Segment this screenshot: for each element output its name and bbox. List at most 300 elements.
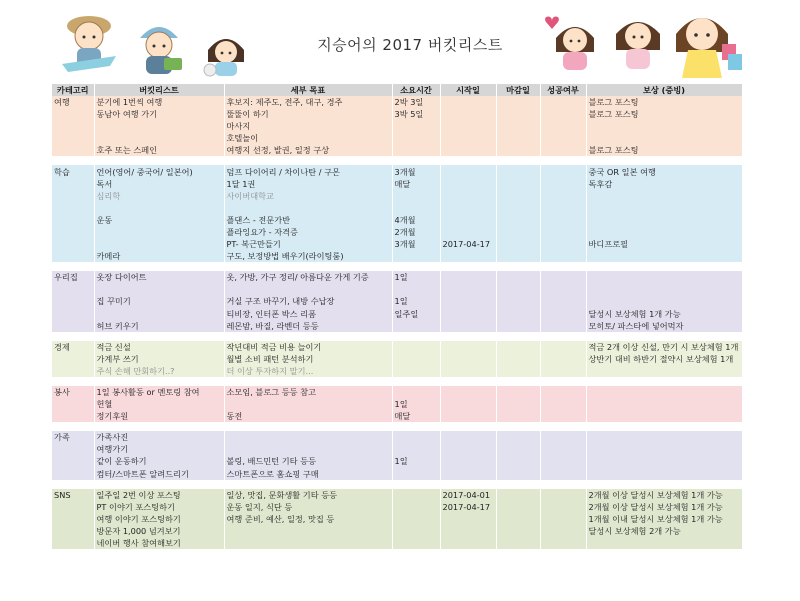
table-cell: 2017-04-17	[440, 501, 496, 513]
column-header: 버킷리스트	[94, 84, 224, 96]
table-cell	[496, 271, 540, 283]
category-cell	[52, 202, 94, 214]
table-cell: 언어(영어/ 중국어/ 일본어)	[94, 165, 224, 177]
table-cell	[540, 250, 586, 262]
table-cell: 2개월 이상 달성시 보상체험 1개 가능	[586, 489, 742, 501]
table-row	[52, 295, 742, 307]
table-cell	[496, 410, 540, 422]
table-cell	[496, 132, 540, 144]
column-header: 성공여부	[540, 84, 586, 96]
table-cell	[224, 202, 392, 214]
table-row	[52, 96, 742, 108]
table-cell	[440, 365, 496, 377]
table-cell: 호텔놀이	[224, 132, 392, 144]
section-spacer	[52, 262, 742, 271]
table-cell	[224, 525, 392, 537]
table-cell: 정기후원	[94, 410, 224, 422]
table-cell: 1일	[392, 398, 440, 410]
table-cell	[392, 365, 440, 377]
category-cell	[52, 443, 94, 455]
table-cell: 레몬밤, 바질, 라벤더 등등	[224, 320, 392, 332]
table-cell	[586, 120, 742, 132]
table-cell	[586, 226, 742, 238]
table-row	[52, 353, 742, 365]
category-cell: 봉사	[52, 386, 94, 398]
section-spacer	[52, 422, 742, 431]
table-cell	[586, 455, 742, 467]
table-cell: 호주 또는 스페인	[94, 144, 224, 156]
table-cell	[496, 365, 540, 377]
table-cell: 모히토/ 파스타에 넣어먹자	[586, 320, 742, 332]
table-cell	[586, 250, 742, 262]
table-cell	[540, 525, 586, 537]
table-row	[52, 341, 742, 353]
table-row	[52, 489, 742, 501]
table-cell	[496, 250, 540, 262]
table-cell	[392, 489, 440, 501]
category-cell: 가족	[52, 431, 94, 443]
table-cell: 2박 3일	[392, 96, 440, 108]
table-cell: 2017-04-01	[440, 489, 496, 501]
table-cell: 방문자 1,000 넘겨보기	[94, 525, 224, 537]
table-cell	[540, 178, 586, 190]
table-cell: 여행 준비, 예산, 일정, 맛집 등	[224, 513, 392, 525]
table-cell	[540, 320, 586, 332]
category-cell: SNS	[52, 489, 94, 501]
table-cell	[586, 365, 742, 377]
table-cell: 거실 구조 바꾸기, 내방 수납장	[224, 295, 392, 307]
table-cell	[440, 120, 496, 132]
table-cell	[540, 353, 586, 365]
table-cell: 분기에 1번씩 여행	[94, 96, 224, 108]
table-cell	[496, 226, 540, 238]
table-row	[52, 513, 742, 525]
table-cell: 덤프 다이어리 / 차이나탄 / 구몬	[224, 165, 392, 177]
table-cell	[496, 489, 540, 501]
table-cell	[540, 271, 586, 283]
table-cell	[540, 214, 586, 226]
table-cell	[440, 226, 496, 238]
table-cell	[540, 386, 586, 398]
category-cell	[52, 501, 94, 513]
section-spacer	[52, 377, 742, 386]
category-cell: 경제	[52, 341, 94, 353]
table-cell	[540, 341, 586, 353]
table-cell	[94, 283, 224, 295]
table-cell	[392, 525, 440, 537]
table-cell	[496, 108, 540, 120]
table-cell	[392, 431, 440, 443]
table-cell	[540, 410, 586, 422]
bucket-list-table	[52, 84, 743, 549]
table-cell	[224, 443, 392, 455]
table-row	[52, 525, 742, 537]
table-cell	[496, 443, 540, 455]
table-cell	[440, 353, 496, 365]
header	[0, 0, 800, 84]
table-row	[52, 120, 742, 132]
table-cell	[496, 320, 540, 332]
category-cell	[52, 120, 94, 132]
category-cell	[52, 226, 94, 238]
table-row	[52, 271, 742, 283]
table-cell	[496, 144, 540, 156]
table-cell: 뚤뚤이 하기	[224, 108, 392, 120]
table-row	[52, 365, 742, 377]
table-cell	[496, 537, 540, 549]
table-row	[52, 214, 742, 226]
table-cell	[586, 386, 742, 398]
table-row	[52, 132, 742, 144]
table-cell	[440, 250, 496, 262]
column-header: 시작일	[440, 84, 496, 96]
table-cell	[392, 468, 440, 480]
table-cell	[496, 295, 540, 307]
table-cell: 소모임, 블로그 등등 참고	[224, 386, 392, 398]
table-cell	[540, 398, 586, 410]
table-cell	[586, 431, 742, 443]
table-cell: 가계부 쓰기	[94, 353, 224, 365]
table-cell	[540, 443, 586, 455]
table-cell	[540, 365, 586, 377]
category-cell: 여행	[52, 96, 94, 108]
table-cell: 일주일 2번 이상 포스팅	[94, 489, 224, 501]
table-cell: 동전	[224, 410, 392, 422]
table-cell: 여행지 선정, 발권, 일정 구상	[224, 144, 392, 156]
table-cell	[586, 132, 742, 144]
table-cell: 카메라	[94, 250, 224, 262]
table-cell	[540, 283, 586, 295]
table-cell: 1일 봉사활동 or 멘토링 참여	[94, 386, 224, 398]
table-cell: 3박 5일	[392, 108, 440, 120]
category-cell	[52, 537, 94, 549]
table-cell	[496, 353, 540, 365]
table-cell	[440, 320, 496, 332]
table-cell: 바디프로필	[586, 238, 742, 250]
table-cell	[440, 202, 496, 214]
table-cell: 허브 키우기	[94, 320, 224, 332]
category-cell	[52, 365, 94, 377]
table-cell	[94, 226, 224, 238]
table-row	[52, 308, 742, 320]
table-cell	[540, 202, 586, 214]
section-spacer	[52, 156, 742, 165]
table-cell: 여행가기	[94, 443, 224, 455]
table-cell: 중국 OR 일본 여행	[586, 165, 742, 177]
table-cell	[440, 410, 496, 422]
column-header: 세부 목표	[224, 84, 392, 96]
table-cell	[540, 431, 586, 443]
table-row	[52, 431, 742, 443]
table-cell: 볼링, 배드민턴 기타 등등	[224, 455, 392, 467]
table-cell	[540, 308, 586, 320]
table-cell: 옷, 가방, 가구 정리/ 아름다운 가게 기증	[224, 271, 392, 283]
table-row	[52, 386, 742, 398]
table-cell: 1일	[392, 455, 440, 467]
table-row	[52, 410, 742, 422]
table-cell: 심리학	[94, 190, 224, 202]
table-cell	[586, 214, 742, 226]
table-cell: 여행 이야기 포스팅하기	[94, 513, 224, 525]
table-cell	[496, 96, 540, 108]
table-cell: 블로그 포스팅	[586, 144, 742, 156]
table-cell: 적금 신설	[94, 341, 224, 353]
table-cell	[540, 144, 586, 156]
column-header: 소요시간	[392, 84, 440, 96]
table-cell	[496, 386, 540, 398]
table-cell	[94, 308, 224, 320]
category-cell	[52, 108, 94, 120]
table-cell	[440, 190, 496, 202]
table-cell	[392, 250, 440, 262]
table-cell	[440, 295, 496, 307]
table-cell: 독후감	[586, 178, 742, 190]
category-cell	[52, 144, 94, 156]
category-cell	[52, 398, 94, 410]
table-cell	[440, 455, 496, 467]
table-cell: 집 꾸미기	[94, 295, 224, 307]
table-cell	[496, 120, 540, 132]
table-cell	[540, 455, 586, 467]
table-cell	[496, 341, 540, 353]
table-cell	[496, 178, 540, 190]
table-cell: 컴터/스마트폰 알려드리기	[94, 468, 224, 480]
category-cell	[52, 178, 94, 190]
table-cell	[586, 283, 742, 295]
table-cell	[586, 190, 742, 202]
table-cell: PT- 복근만들기	[224, 238, 392, 250]
table-cell	[540, 238, 586, 250]
table-cell: 1개월 이내 달성시 보상체험 1개 가능	[586, 513, 742, 525]
table-cell: 2017-04-17	[440, 238, 496, 250]
table-cell: 2개월	[392, 226, 440, 238]
table-cell	[586, 537, 742, 549]
table-cell	[496, 501, 540, 513]
table-row	[52, 443, 742, 455]
table-row	[52, 398, 742, 410]
table-cell	[540, 108, 586, 120]
table-cell	[586, 468, 742, 480]
table-cell	[224, 537, 392, 549]
table-row	[52, 501, 742, 513]
table-cell	[94, 238, 224, 250]
table-cell	[540, 501, 586, 513]
table-cell: 가족사진	[94, 431, 224, 443]
table-cell	[392, 320, 440, 332]
table-cell	[540, 165, 586, 177]
table-row	[52, 190, 742, 202]
table-cell: 더 이상 투자하지 말기...	[224, 365, 392, 377]
table-cell	[392, 386, 440, 398]
table-cell	[94, 202, 224, 214]
table-cell: 1일	[392, 271, 440, 283]
table-cell	[586, 295, 742, 307]
table-row	[52, 537, 742, 549]
page-title: 지승어의 2017 버킷리스트	[317, 36, 503, 54]
table-cell: 달성시 보상체험 1개 가능	[586, 308, 742, 320]
table-cell	[496, 431, 540, 443]
table-cell: 월별 소비 패턴 분석하기	[224, 353, 392, 365]
table-cell	[540, 513, 586, 525]
table-cell: 달성시 보상체험 2개 가능	[586, 525, 742, 537]
table-cell: 동남아 여행 가기	[94, 108, 224, 120]
table-cell	[540, 190, 586, 202]
category-cell	[52, 455, 94, 467]
category-cell	[52, 468, 94, 480]
table-cell	[440, 386, 496, 398]
table-cell	[496, 468, 540, 480]
table-cell	[440, 513, 496, 525]
category-cell	[52, 190, 94, 202]
table-cell	[496, 202, 540, 214]
table-cell	[586, 398, 742, 410]
table-cell	[540, 120, 586, 132]
girl-with-pet-illustration	[200, 28, 252, 80]
table-cell	[224, 398, 392, 410]
table-cell: 사이버대학교	[224, 190, 392, 202]
table-cell	[224, 431, 392, 443]
table-cell: 블로그 포스팅	[586, 96, 742, 108]
category-cell	[52, 132, 94, 144]
table-cell: 1일	[392, 295, 440, 307]
table-cell	[440, 283, 496, 295]
table-cell: 플댄스 - 전문가반	[224, 214, 392, 226]
table-cell	[392, 190, 440, 202]
table-cell	[540, 96, 586, 108]
table-cell	[392, 501, 440, 513]
table-cell	[392, 144, 440, 156]
category-cell	[52, 353, 94, 365]
category-cell	[52, 308, 94, 320]
table-cell	[392, 341, 440, 353]
table-cell	[392, 202, 440, 214]
table-cell: 3개월	[392, 165, 440, 177]
category-cell	[52, 250, 94, 262]
table-cell	[94, 120, 224, 132]
table-cell: 상반기 대비 하반기 절약시 보상체험 1개	[586, 353, 742, 365]
heart-girl-illustration	[540, 12, 610, 78]
table-cell: 주식 손해 만회하기..?	[94, 365, 224, 377]
table-row	[52, 202, 742, 214]
table-cell	[540, 489, 586, 501]
table-cell	[540, 132, 586, 144]
girl-with-bags-illustration	[662, 4, 746, 80]
table-cell	[440, 165, 496, 177]
table-row	[52, 468, 742, 480]
table-cell: 매달	[392, 178, 440, 190]
table-row	[52, 455, 742, 467]
table-cell	[586, 202, 742, 214]
table-cell: 독서	[94, 178, 224, 190]
table-cell: 구도, 보정방법 배우기(라이팅룸)	[224, 250, 392, 262]
table-cell	[392, 443, 440, 455]
table-cell	[440, 537, 496, 549]
table-cell	[586, 271, 742, 283]
shopping-girl-illustration	[608, 10, 668, 76]
table-cell	[540, 295, 586, 307]
table-row	[52, 226, 742, 238]
traveler-girl-illustration	[60, 6, 118, 78]
beanie-girl-illustration	[130, 18, 188, 80]
table-cell	[440, 341, 496, 353]
table-cell	[440, 398, 496, 410]
table-cell: 운동 일지, 식단 등	[224, 501, 392, 513]
table-row	[52, 178, 742, 190]
table-cell	[440, 308, 496, 320]
column-header: 카테고리	[52, 84, 94, 96]
table-cell: 헌혈	[94, 398, 224, 410]
table-row	[52, 108, 742, 120]
table-cell: 같이 운동하기	[94, 455, 224, 467]
table-row	[52, 320, 742, 332]
table-cell	[440, 214, 496, 226]
table-row	[52, 283, 742, 295]
table-cell	[496, 398, 540, 410]
table-cell: 마사지	[224, 120, 392, 132]
table-cell: 네이버 행사 참여해보기	[94, 537, 224, 549]
table-cell	[440, 431, 496, 443]
table-cell	[94, 132, 224, 144]
table-cell	[440, 132, 496, 144]
table-cell: 스마트폰으로 홈쇼핑 구매	[224, 468, 392, 480]
section-spacer	[52, 480, 742, 489]
category-cell	[52, 410, 94, 422]
table-cell	[392, 120, 440, 132]
table-cell: 플라잉요가 - 자격증	[224, 226, 392, 238]
table-cell	[496, 238, 540, 250]
column-header: 보상 (증빙)	[586, 84, 742, 96]
table-row	[52, 144, 742, 156]
column-header: 마감일	[496, 84, 540, 96]
table-cell: 운동	[94, 214, 224, 226]
table-cell: 티비장, 인터폰 박스 리폼	[224, 308, 392, 320]
table-cell	[540, 226, 586, 238]
table-cell	[440, 443, 496, 455]
section-spacer	[52, 332, 742, 341]
table-cell: 4개월	[392, 214, 440, 226]
table-cell: 블로그 포스팅	[586, 108, 742, 120]
category-cell: 우리집	[52, 271, 94, 283]
table-cell: 옷장 다이어트	[94, 271, 224, 283]
category-cell	[52, 320, 94, 332]
table-cell	[496, 455, 540, 467]
table-cell	[392, 283, 440, 295]
table-cell: 3개월	[392, 238, 440, 250]
table-cell	[540, 537, 586, 549]
table-cell	[496, 283, 540, 295]
table-cell	[586, 410, 742, 422]
table-cell	[496, 165, 540, 177]
table-cell	[440, 271, 496, 283]
category-cell	[52, 525, 94, 537]
table-cell	[392, 132, 440, 144]
table-cell: 매달	[392, 410, 440, 422]
table-cell	[496, 214, 540, 226]
table-cell: 일상, 맛집, 문화생활 기타 등등	[224, 489, 392, 501]
table-cell	[440, 178, 496, 190]
table-cell: PT 이야기 포스팅하기	[94, 501, 224, 513]
table-cell: 2개월 이상 달성시 보상체험 1개 가능	[586, 501, 742, 513]
table-cell	[440, 144, 496, 156]
table-cell	[496, 308, 540, 320]
category-cell	[52, 295, 94, 307]
category-cell	[52, 214, 94, 226]
table-cell: 적금 2개 이상 신설, 만기 시 보상체험 1개	[586, 341, 742, 353]
category-cell: 학습	[52, 165, 94, 177]
table-cell	[496, 190, 540, 202]
table-cell	[392, 353, 440, 365]
category-cell	[52, 238, 94, 250]
